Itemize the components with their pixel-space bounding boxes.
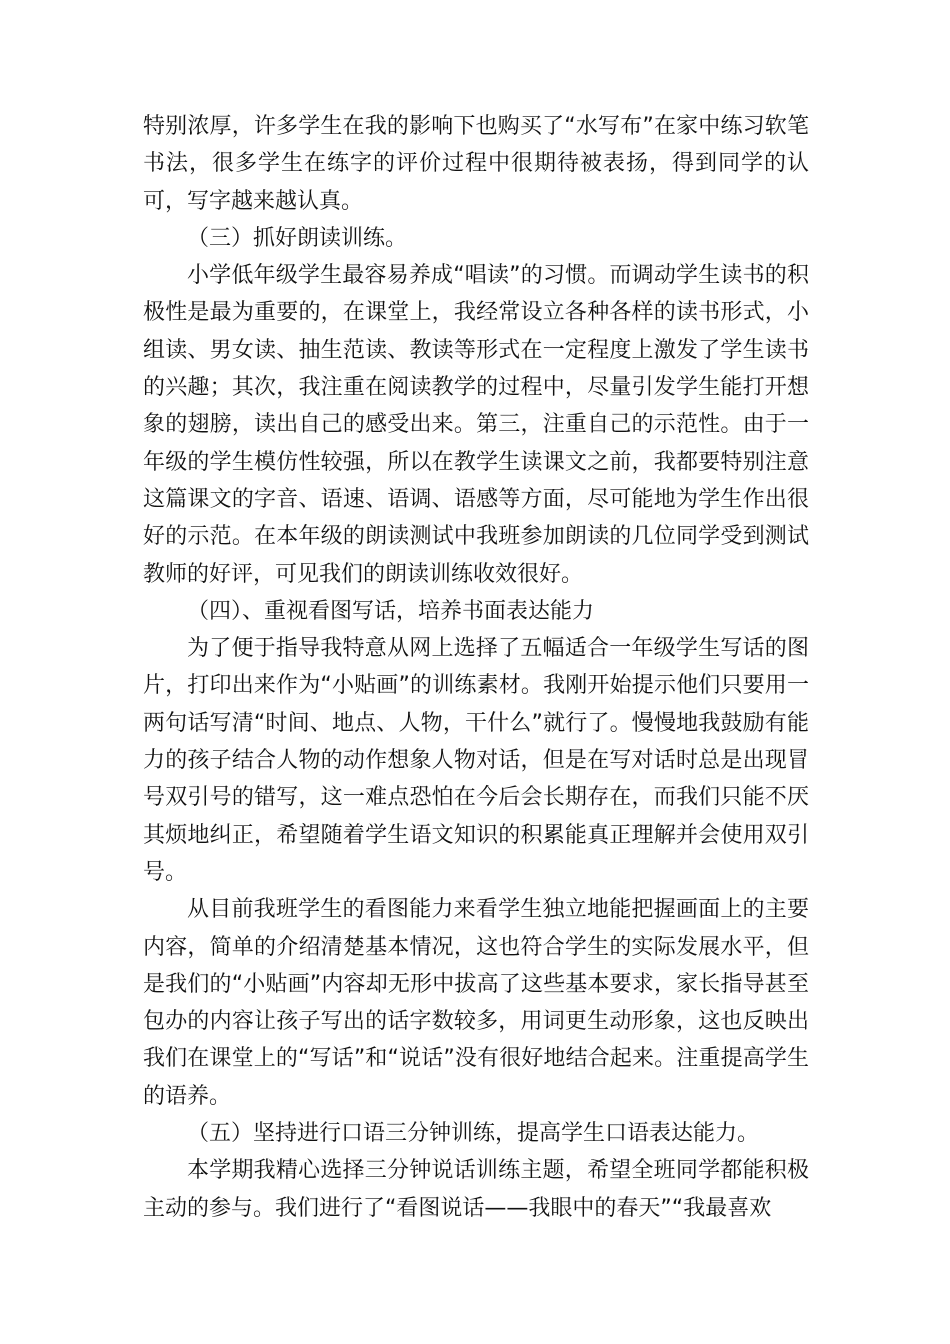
section-heading-4: （四）、重视看图写话，培养书面表达能力 <box>187 598 595 624</box>
document-page <box>143 108 809 1227</box>
paragraph-oral-training: 本学期我精心选择三分钟说话训练主题，希望全班同学都能积极主动的参与。我们进行了“看图说话——我眼中的春天”“我最喜欢 <box>143 1158 809 1221</box>
paragraph-picture-writing: 为了便于指导我特意从网上选择了五幅适合一年级学生写话的图片，打印出来作为“小贴画”的训练素材。我刚开始提示他们只要用一两句话写清“时间、地点、人物，干什么”就行了。慢慢地我鼓励有能力的孩子结合人物的动作想象人物对话，但是在写对话时总是出现冒号双引号的错写，这一难点恐怕在今后会长期存在，而我们只能不厌其烦地纠正，希望随着学生语文知识的积累能真正理解并会使用双引号。 <box>143 636 809 885</box>
section-heading-3: （三）抓好朗读训练。 <box>187 225 408 251</box>
paragraph-continued: 特别浓厚，许多学生在我的影响下也购买了“水写布”在家中练习软笔书法，很多学生在练字的评价过程中很期待被表扬，得到同学的认可，写字越来越认真。 <box>143 114 809 214</box>
section-heading-5: （五）坚持进行口语三分钟训练，提高学生口语表达能力。 <box>187 1121 760 1147</box>
paragraph-picture-ability: 从目前我班学生的看图能力来看学生独立地能把握画面上的主要内容，简单的介绍清楚基本情况，这也符合学生的实际发展水平，但是我们的“小贴画”内容却无形中拔高了这些基本要求，家长指导甚至包办的内容让孩子写出的话字数较多，用词更生动形象，这也反映出我们在课堂上的“写话”和“说话”没有很好地结合起来。注重提高学生的语养。 <box>143 897 809 1109</box>
paragraph-reading: 小学低年级学生最容易养成“唱读”的习惯。而调动学生读书的积极性是最为重要的，在课堂上，我经常设立各种各样的读书形式，小组读、男女读、抽生范读、教读等形式在一定程度上激发了学生读书的兴趣；其次，我注重在阅读教学的过程中，尽量引发学生能打开想象的翅膀，读出自己的感受出来。第三，注重自己的示范性。由于一年级的学生模仿性较强，所以在教学生读课文之前，我都要特别注意这篇课文的字音、语速、语调、语感等方面，尽可能地为学生作出很好的示范。在本年级的朗读测试中我班参加朗读的几位同学受到测试教师的好评，可见我们的朗读训练收效很好。 <box>143 263 809 587</box>
